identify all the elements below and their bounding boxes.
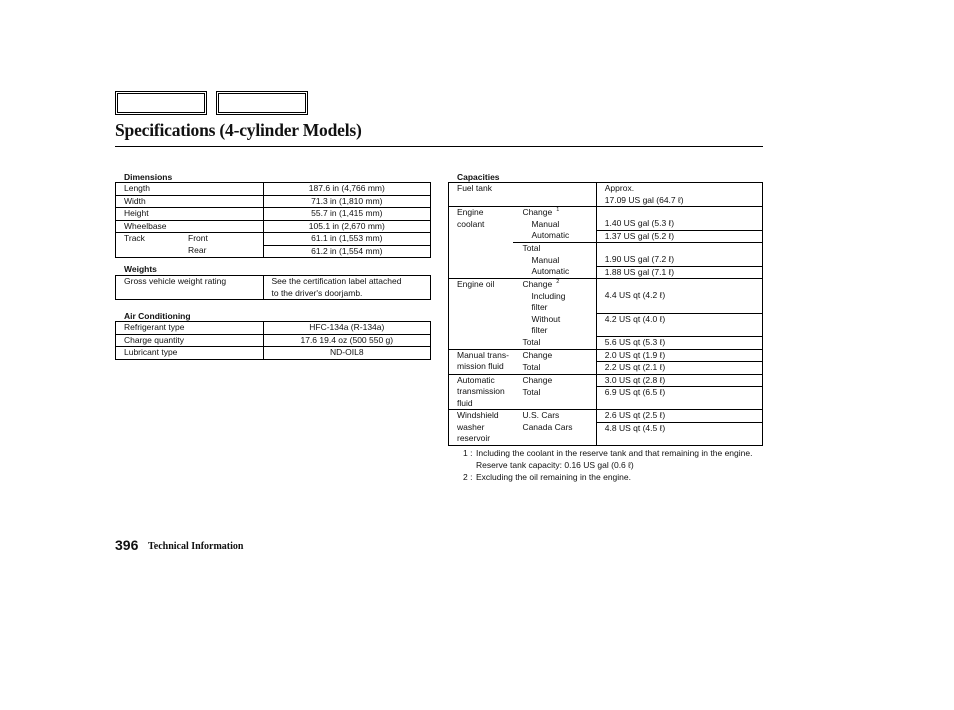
dimensions-heading: Dimensions [124, 172, 173, 182]
washer-canada-value: 4.8 US qt (4.5 ℓ) [596, 422, 762, 445]
coolant-manual-label: Manual [531, 218, 560, 229]
table-row [449, 349, 763, 362]
table-row [449, 279, 763, 314]
manual-trans-total-label: Total [513, 362, 596, 375]
air-conditioning-table [115, 321, 431, 360]
footnote-1 [463, 448, 763, 472]
footnote-key: 2 : [463, 471, 473, 482]
weights-label: Gross vehicle weight rating [116, 276, 264, 300]
dimension-value: 105.1 in (2,670 mm) [263, 220, 430, 233]
weights-heading: Weights [124, 264, 157, 274]
ac-label: Refrigerant type [116, 322, 264, 335]
weights-value-line: to the driver's doorjamb. [271, 287, 363, 298]
header-tab-box-right [216, 91, 308, 115]
ac-value: 17.6 19.4 oz (500 550 g) [263, 334, 430, 347]
auto-trans-change-label: Change [513, 374, 596, 387]
dimension-label: Length [116, 183, 264, 196]
manual-trans-total-value: 2.2 US qt (2.1 ℓ) [596, 362, 762, 375]
manual-trans-label-line: mission fluid [457, 361, 504, 371]
fuel-tank-value-line: Approx. [604, 183, 635, 193]
manual-trans-label-line: Manual trans- [457, 349, 509, 360]
table-row [116, 220, 431, 233]
footnote-line: Excluding the oil remaining in the engine. [476, 471, 631, 482]
oil-without-label: filter [531, 325, 548, 335]
footer-section-title: Technical Information [148, 541, 244, 552]
auto-trans-change-value: 3.0 US qt (2.8 ℓ) [596, 374, 762, 387]
capacities-table [448, 182, 763, 446]
capacities-heading: Capacities [457, 172, 500, 182]
washer-us-value: 2.6 US qt (2.5 ℓ) [596, 410, 762, 423]
footnote-marker: 2 [556, 279, 560, 285]
table-row [116, 334, 431, 347]
table-row [116, 245, 431, 258]
track-label: Track [124, 233, 145, 243]
track-front-value: 61.1 in (1,553 mm) [263, 233, 430, 246]
oil-including-value: 4.4 US qt (4.2 ℓ) [596, 279, 762, 314]
footnote-line: engine. [724, 448, 753, 458]
coolant-total-manual-value: 1.90 US gal (7.2 ℓ) [596, 243, 762, 267]
coolant-total-automatic-label: Automatic [531, 266, 570, 276]
table-row [449, 183, 763, 207]
table-row [449, 410, 763, 423]
table-row [449, 374, 763, 387]
auto-trans-label-line: transmission [457, 386, 505, 396]
ac-value: ND-OIL8 [263, 347, 430, 360]
footnotes [463, 448, 763, 483]
footnote-key: 1 : [463, 448, 473, 458]
manual-trans-change-value: 2.0 US qt (1.9 ℓ) [596, 349, 762, 362]
washer-us-label: U.S. Cars [513, 410, 596, 423]
table-row [116, 183, 431, 196]
track-rear-label: Rear [188, 245, 207, 255]
ac-label: Charge quantity [116, 334, 264, 347]
table-row [116, 233, 431, 246]
footnote-line: 0.16 US gal (0.6 ℓ) [564, 459, 634, 470]
coolant-total-manual-label: Manual [531, 254, 560, 265]
fuel-tank-label: Fuel tank [449, 183, 597, 207]
table-row [116, 195, 431, 208]
weights-table [115, 275, 431, 300]
auto-trans-total-value: 6.9 US qt (6.5 ℓ) [596, 387, 762, 410]
ac-value: HFC-134a (R-134a) [263, 322, 430, 335]
table-row [449, 207, 763, 231]
track-rear-value: 61.2 in (1,554 mm) [263, 245, 430, 258]
footnote-2 [463, 472, 763, 484]
coolant-total-automatic-value: 1.88 US gal (7.1 ℓ) [596, 266, 762, 279]
coolant-automatic-value: 1.37 US gal (5.2 ℓ) [596, 230, 762, 243]
dimensions-table [115, 182, 431, 258]
coolant-automatic-label: Automatic [531, 230, 570, 240]
coolant-change-label: Change [522, 207, 553, 217]
oil-including-label: filter [531, 302, 548, 312]
dimension-value: 55.7 in (1,415 mm) [263, 208, 430, 221]
ac-label: Lubricant type [116, 347, 264, 360]
oil-total-value: 5.6 US qt (5.3 ℓ) [596, 337, 762, 350]
table-row [116, 276, 431, 300]
washer-canada-label: Canada Cars [513, 422, 596, 445]
track-front-label: Front [188, 233, 208, 243]
coolant-manual-value: 1.40 US gal (5.3 ℓ) [596, 207, 762, 231]
washer-label-line: washer [457, 421, 485, 432]
footnote-marker: 1 [556, 207, 560, 213]
coolant-total-label: Total [522, 243, 541, 253]
dimension-value: 187.6 in (4,766 mm) [263, 183, 430, 196]
footnote-line: Reserve tank capacity: [476, 459, 562, 470]
oil-without-label: Without [531, 313, 561, 324]
fuel-tank-value-line: 17.09 US gal (64.7 ℓ) [604, 194, 684, 205]
auto-trans-label-line: fluid [457, 397, 473, 408]
dimension-label: Height [116, 208, 264, 221]
engine-oil-label: Engine oil [449, 279, 514, 350]
page-title: Specifications (4-cylinder Models) [115, 120, 362, 140]
oil-change-label: Change [522, 279, 553, 289]
washer-label-line: reservoir [457, 433, 491, 443]
auto-trans-label-line: Automatic [457, 374, 495, 385]
auto-trans-total-label: Total [513, 387, 596, 410]
oil-without-value: 4.2 US qt (4.0 ℓ) [596, 314, 762, 337]
title-rule [115, 146, 763, 147]
weights-value-line: See the certification label attached [271, 276, 402, 286]
table-row [116, 208, 431, 221]
manual-trans-change-label: Change [513, 349, 596, 362]
page-number: 396 [115, 537, 139, 553]
table-row [116, 347, 431, 360]
dimension-value: 71.3 in (1,810 mm) [263, 195, 430, 208]
dimension-label: Width [116, 195, 264, 208]
table-row [116, 322, 431, 335]
air-conditioning-heading: Air Conditioning [124, 311, 191, 321]
dimension-label: Wheelbase [116, 220, 264, 233]
footnote-line: Including the coolant in the reserve tank and that remaining in the [476, 448, 723, 458]
coolant-label-line: Engine [457, 207, 484, 217]
washer-label-line: Windshield [457, 410, 499, 420]
oil-total-label: Total [513, 337, 596, 350]
header-tab-box-left [115, 91, 207, 115]
oil-including-label: Including [531, 290, 566, 301]
coolant-label-line: coolant [457, 218, 485, 229]
